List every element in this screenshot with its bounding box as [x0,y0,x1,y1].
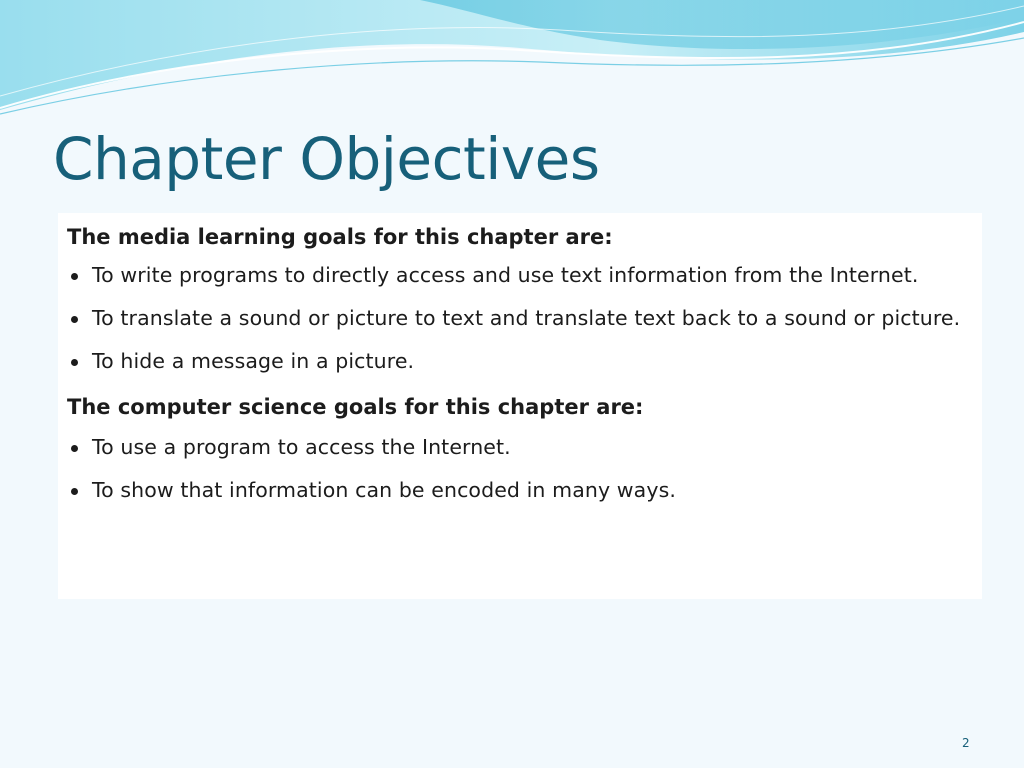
list-item [67,346,972,377]
list-item [67,303,972,334]
list-item-text: To write programs to directly access and use text information from the Internet. [92,263,919,287]
page-number: 2 [962,736,970,750]
bullet-icon [71,359,78,366]
bullet-icon [71,316,78,323]
list-item [67,260,972,291]
cs-goals-heading: The computer science goals for this chapter are: [67,395,644,419]
bullet-icon [71,488,78,495]
slide-title: Chapter Objectives [53,125,600,193]
cs-goals-list [67,432,972,506]
objectives-panel [58,213,982,599]
list-item-text: To hide a message in a picture. [92,349,415,373]
bullet-icon [71,273,78,280]
list-item [67,432,972,463]
header-wave-decoration [0,0,1024,130]
media-goals-list [67,260,972,377]
list-item-text: To show that information can be encoded in many ways. [92,478,676,502]
list-item [67,475,972,506]
list-item-text: To use a program to access the Internet. [92,435,511,459]
list-item-text: To translate a sound or picture to text and translate text back to a sound or picture. [92,306,961,330]
media-goals-heading: The media learning goals for this chapter are: [67,225,613,249]
bullet-icon [71,445,78,452]
